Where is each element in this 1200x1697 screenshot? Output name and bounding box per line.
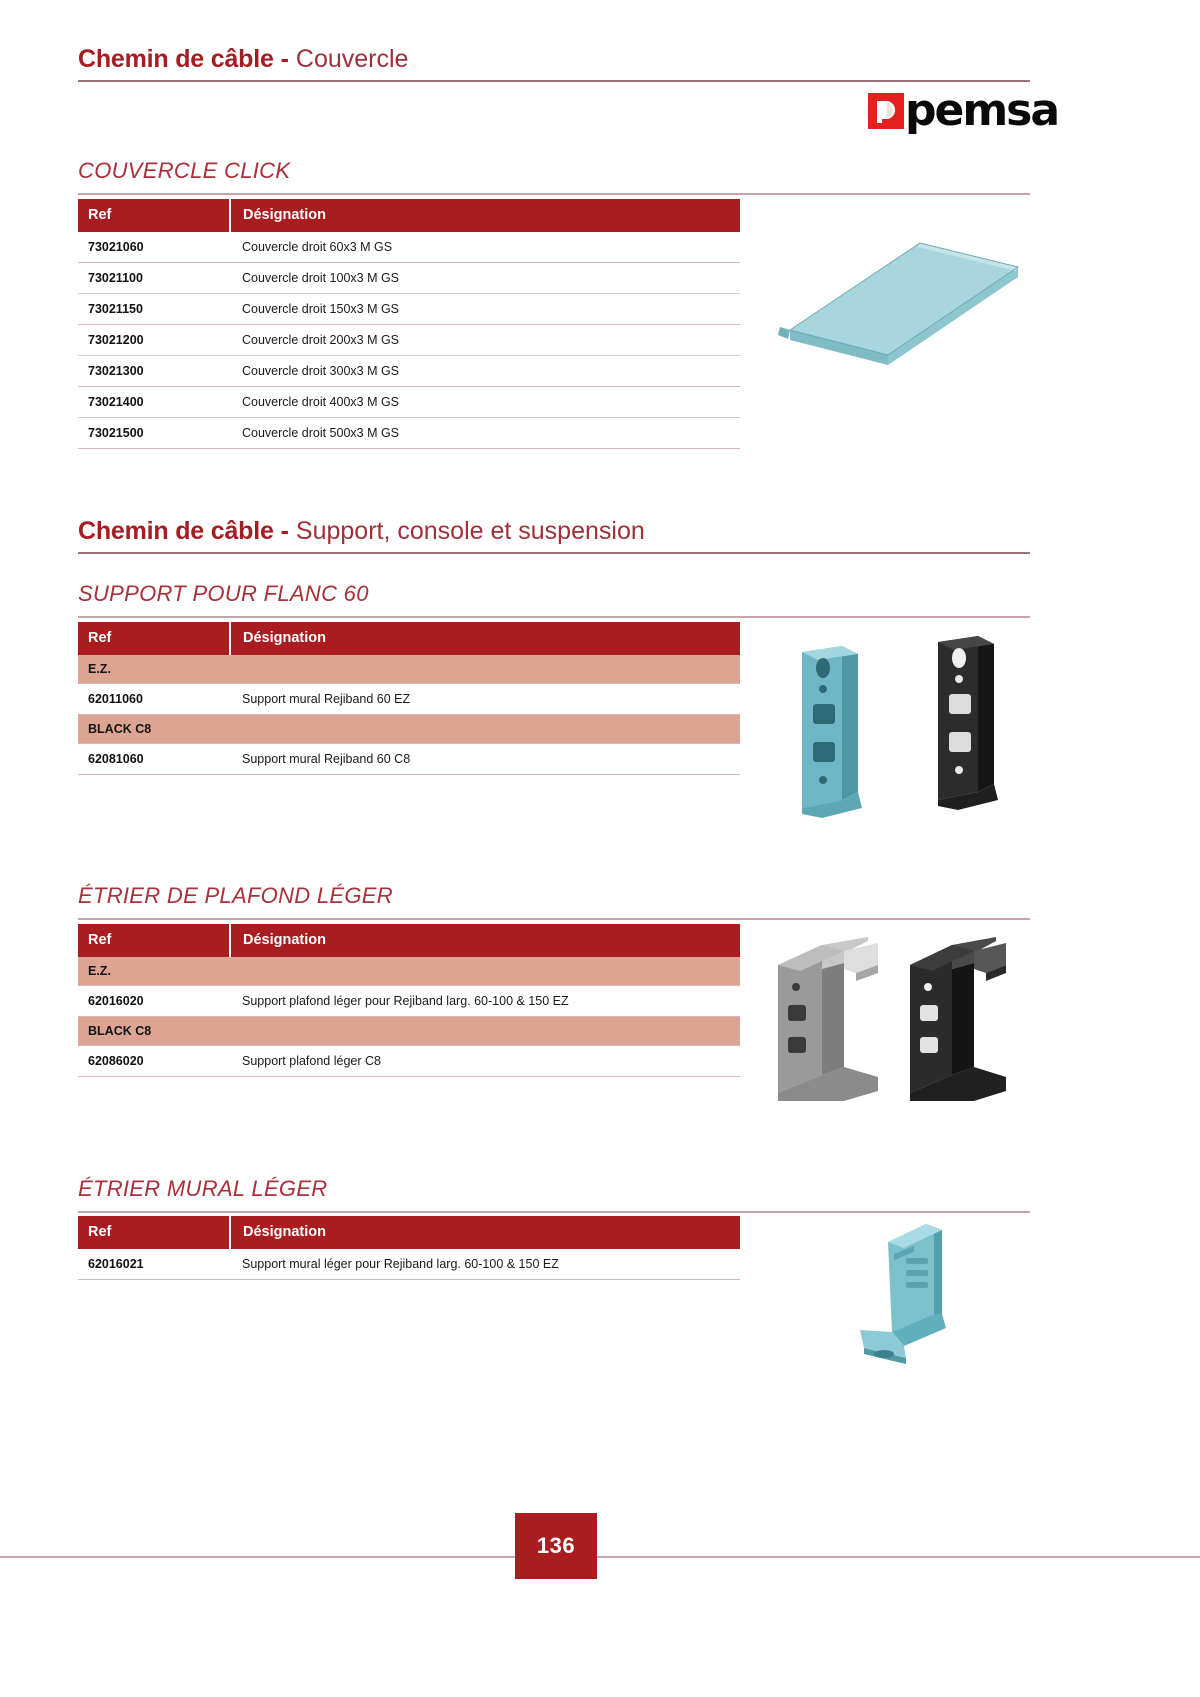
table-support-flanc-60 <box>78 622 740 775</box>
cell-designation: Couvercle droit 400x3 M GS <box>230 387 740 418</box>
table-header-row <box>78 199 740 232</box>
subsection-divider <box>78 918 1030 920</box>
group-label: BLACK C8 <box>78 1017 740 1046</box>
table-row <box>78 387 740 418</box>
section-title-dash: - <box>280 517 289 545</box>
table-header-row <box>78 622 740 655</box>
group-label: E.Z. <box>78 957 740 986</box>
section-divider <box>78 80 1030 82</box>
brand-logo <box>868 85 1059 136</box>
column-header-designation: Désignation <box>230 1216 740 1249</box>
column-header-ref: Ref <box>78 1216 230 1249</box>
brand-wordmark: pemsa <box>905 85 1059 136</box>
cell-designation: Couvercle droit 100x3 M GS <box>230 263 740 294</box>
table-row <box>78 232 740 263</box>
cell-designation: Support mural Rejiband 60 EZ <box>230 684 740 715</box>
table-row <box>78 356 740 387</box>
subsection-heading-etrier-mural-leger <box>78 1176 1030 1213</box>
table-row <box>78 294 740 325</box>
subsection-title: COUVERCLE CLICK <box>78 158 291 183</box>
column-header-ref: Ref <box>78 924 230 957</box>
group-label: BLACK C8 <box>78 715 740 744</box>
table-row <box>78 744 740 775</box>
table-group-row <box>78 715 740 744</box>
subsection-divider <box>78 193 1030 195</box>
column-header-ref: Ref <box>78 199 230 232</box>
section-title-dash: - <box>280 45 289 73</box>
section-title-light: Support, console et suspension <box>295 517 645 545</box>
section-divider <box>78 552 1030 554</box>
subsection-heading-support-flanc-60 <box>78 581 1030 618</box>
cell-ref: 62011060 <box>78 684 230 715</box>
table-row <box>78 418 740 449</box>
table-etrier-mural-leger <box>78 1216 740 1280</box>
product-image-support-flanc-60 <box>770 632 1040 822</box>
table-group-row <box>78 655 740 684</box>
section-title-light: Couvercle <box>295 45 409 73</box>
cell-ref: 62081060 <box>78 744 230 775</box>
section-title-strong: Chemin de câble <box>78 517 274 545</box>
column-header-designation: Désignation <box>230 199 740 232</box>
subsection-heading-etrier-plafond-leger <box>78 883 1030 920</box>
section-heading-couvercle <box>78 44 1030 82</box>
cell-designation: Couvercle droit 300x3 M GS <box>230 356 740 387</box>
cell-ref: 62016021 <box>78 1249 230 1280</box>
section-title-line <box>78 44 1030 74</box>
table-header-row <box>78 924 740 957</box>
table-header-row <box>78 1216 740 1249</box>
subsection-title: ÉTRIER DE PLAFOND LÉGER <box>78 883 393 908</box>
cell-ref: 73021300 <box>78 356 230 387</box>
cell-ref: 73021200 <box>78 325 230 356</box>
cell-designation: Couvercle droit 200x3 M GS <box>230 325 740 356</box>
subsection-divider <box>78 1211 1030 1213</box>
subsection-divider <box>78 616 1030 618</box>
table-row <box>78 986 740 1017</box>
pemsa-mark-icon <box>868 93 904 129</box>
section-title-strong: Chemin de câble <box>78 45 274 73</box>
group-label: E.Z. <box>78 655 740 684</box>
cell-designation: Support plafond léger pour Rejiband larg. 60-100 & 150 EZ <box>230 986 740 1017</box>
table-row <box>78 1046 740 1077</box>
subsection-title: ÉTRIER MURAL LÉGER <box>78 1176 328 1201</box>
cell-designation: Support mural léger pour Rejiband larg. 60-100 & 150 EZ <box>230 1249 740 1280</box>
table-row <box>78 684 740 715</box>
subsection-title: SUPPORT POUR FLANC 60 <box>78 581 369 606</box>
product-image-couvercle-click <box>760 215 1050 375</box>
cell-ref: 73021100 <box>78 263 230 294</box>
cell-designation: Couvercle droit 500x3 M GS <box>230 418 740 449</box>
footer-divider <box>0 1556 1200 1558</box>
product-image-etrier-plafond-leger <box>760 925 1040 1115</box>
cell-ref: 73021150 <box>78 294 230 325</box>
table-row <box>78 1249 740 1280</box>
section-heading-support <box>78 516 1030 554</box>
cell-ref: 73021060 <box>78 232 230 263</box>
table-row <box>78 325 740 356</box>
cell-ref: 62016020 <box>78 986 230 1017</box>
table-row <box>78 263 740 294</box>
pemsa-p-glyph-icon <box>875 99 897 123</box>
table-etrier-plafond-leger <box>78 924 740 1077</box>
subsection-heading-couvercle-click <box>78 158 1030 195</box>
page-number-badge: 136 <box>515 1513 597 1579</box>
table-couvercle-click <box>78 199 740 449</box>
section-title-line <box>78 516 1030 546</box>
column-header-ref: Ref <box>78 622 230 655</box>
cell-designation: Couvercle droit 60x3 M GS <box>230 232 740 263</box>
table-group-row <box>78 1017 740 1046</box>
column-header-designation: Désignation <box>230 622 740 655</box>
cell-designation: Support plafond léger C8 <box>230 1046 740 1077</box>
cell-ref: 73021500 <box>78 418 230 449</box>
cell-designation: Support mural Rejiband 60 C8 <box>230 744 740 775</box>
cell-ref: 62086020 <box>78 1046 230 1077</box>
cell-ref: 73021400 <box>78 387 230 418</box>
table-group-row <box>78 957 740 986</box>
product-image-etrier-mural-leger <box>830 1218 1000 1368</box>
column-header-designation: Désignation <box>230 924 740 957</box>
cell-designation: Couvercle droit 150x3 M GS <box>230 294 740 325</box>
